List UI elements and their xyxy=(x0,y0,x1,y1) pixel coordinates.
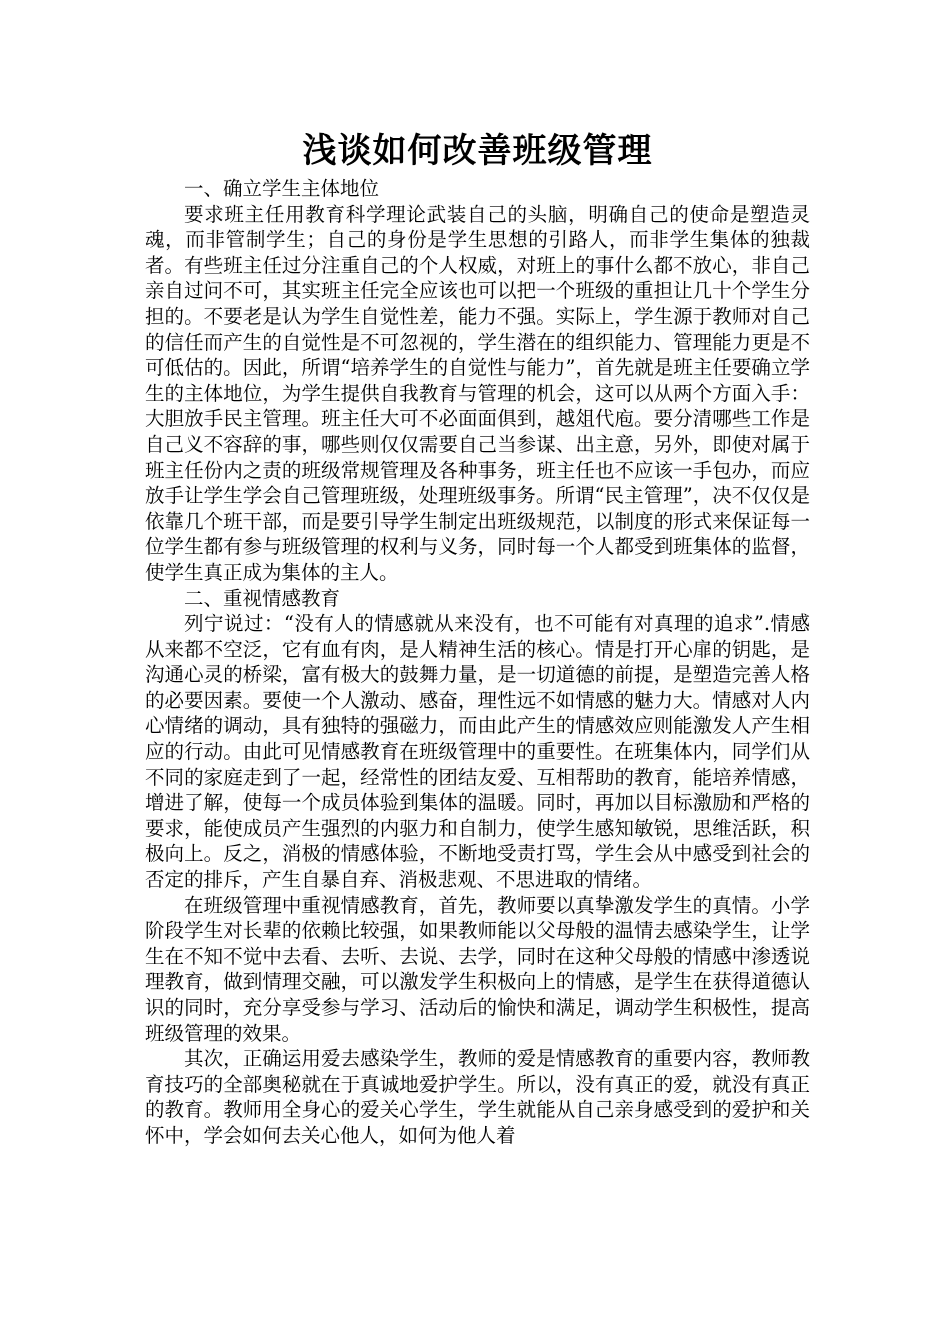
section-heading-1: 一、确立学生主体地位 xyxy=(184,177,380,200)
paragraph: 其次，正确运用爱去感染学生，教师的爱是情感教育的重要内容，教师教育技巧的全部奥秘就在于真诚地爱护学生。所以，没有真正的爱，就没有真正的教育。教师用全身心的爱关心学生，学生就能从自己亲身感受到的爱护和关怀中，学会如何去关心他人，如何为他人着 xyxy=(145,1047,810,1147)
document-page xyxy=(145,126,810,1149)
paragraph: 要求班主任用教育科学理论武装自己的头脑，明确自己的使命是塑造灵魂，而非管制学生；自己的身份是学生思想的引路人，而非学生集体的独裁者。有些班主任过分注重自己的个人权威，对班上的事什么都不放心，非自己亲自过问不可，其实班主任完全应该也可以把一个班级的重担让几十个学生分担的。不要老是认为学生自觉性差，能力不强。实际上，学生源于教师对自己的信任而产生的自觉性是不可忽视的，学生潜在的组织能力、管理能力更是不可低估的。因此，所谓“培养学生的自觉性与能力”，首先就是班主任要确立学生的主体地位，为学生提供自我教育与管理的机会，这可以从两个方面入手：大胆放手民主管理。班主任大可不必面面俱到，越俎代庖。要分清哪些工作是自己义不容辞的事，哪些则仅仅需要自己当参谋、出主意，另外，即使对属于班主任份内之责的班级常规管理及各种事务，班主任也不应该一手包办，而应放手让学生学会自己管理班级，处理班级事务。所谓“民主管理”，决不仅仅是依靠几个班干部，而是要引导学生制定出班级规范，以制度的形式来保证每一位学生都有参与班级管理的权利与义务，同时每一个人都受到班集体的监督，使学生真正成为集体的主人。 xyxy=(145,202,810,584)
paragraph: 列宁说过：“没有人的情感就从来没有，也不可能有对真理的追求”.情感从来都不空泛，它有血有肉，是人精神生活的核心。情是打开心扉的钥匙，是沟通心灵的桥梁，富有极大的鼓舞力量，是一切道德的前提，是塑造完善人格的必要因素。要使一个人激动、感奋，理性远不如情感的魅力大。情感对人内心情绪的调动，具有独特的强磁力，而由此产生的情感效应则能激发人产生相应的行动。由此可见情感教育在班级管理中的重要性。在班集体内，同学们从不同的家庭走到了一起，经常性的团结友爱、互相帮助的教育，能培养情感，增进了解，使每一个成员体验到集体的温暖。同时，再加以目标激励和严格的要求，能使成员产生强烈的内驱力和自制力，使学生感知敏锐，思维活跃，积极向上。反之，消极的情感体验，不断地受责打骂，学生会从中感受到社会的否定的排斥，产生自暴自弃、消极悲观、不思进取的情绪。 xyxy=(145,612,810,892)
document-title: 浅谈如何改善班级管理 xyxy=(302,131,653,171)
section-heading-2: 二、重视情感教育 xyxy=(184,586,341,610)
paragraph: 在班级管理中重视情感教育，首先，教师要以真挚激发学生的真情。小学阶段学生对长辈的依赖比较强，如果教师能以父母般的温情去感染学生，让学生在不知不觉中去看、去听、去说、去学，同时在这种父母般的情感中渗透说理教育，做到情理交融，可以激发学生积极向上的情感，是学生在获得道德认识的同时，充分享受参与学习、活动后的愉快和满足，调动学生积极性，提高班级管理的效果。 xyxy=(145,893,810,1045)
